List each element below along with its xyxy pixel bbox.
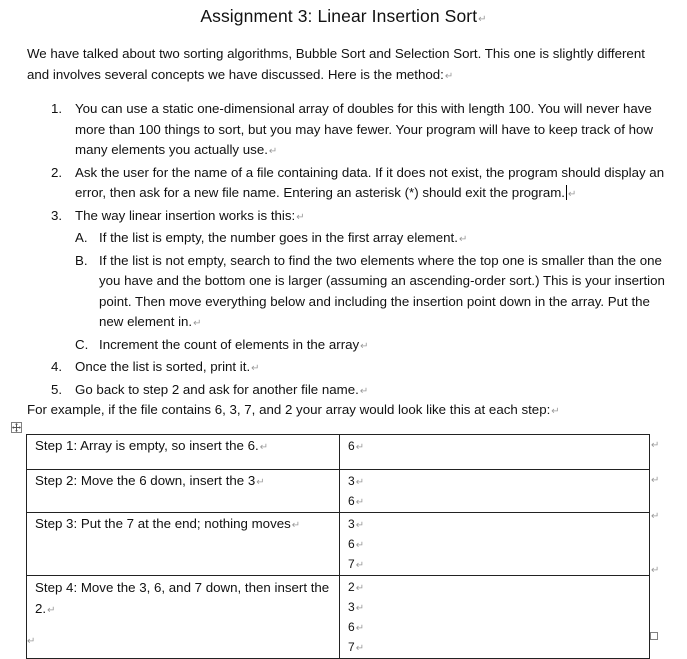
- list-item: 2. Ask the user for the name of a file containing data. If it does not exist, the program should display an error, then ask for a new file name. Entering an asterisk (*) should exit the program. ↵: [51, 164, 665, 200]
- steps-table[interactable]: [26, 434, 650, 659]
- table-row: [27, 576, 650, 659]
- array-value: 6↵: [348, 620, 365, 634]
- list-item: 5. Go back to step 2 and ask for another file name.↵: [51, 381, 369, 397]
- array-value: 7↵: [348, 640, 365, 654]
- paragraph-mark-icon: ↵: [259, 442, 269, 453]
- example-paragraph: For example, if the file contains 6, 3, 7, and 2 your array would look like this at each step:↵: [27, 402, 560, 417]
- paragraph-mark-icon: ↵: [268, 146, 278, 157]
- step-description-cell[interactable]: Step 2: Move the 6 down, insert the 3↵: [27, 470, 340, 513]
- table-row: [27, 513, 650, 576]
- paragraph-mark-icon: ↵: [458, 234, 468, 245]
- row-end-mark-icon: ↵: [651, 475, 660, 486]
- paragraph-mark-icon: ↵: [291, 520, 301, 531]
- row-end-mark-icon: ↵: [651, 440, 660, 451]
- text-cursor: [566, 185, 567, 200]
- array-value: 3↵: [348, 517, 365, 531]
- row-end-mark-icon: ↵: [651, 565, 660, 576]
- paragraph-mark-icon: ↵: [193, 318, 202, 329]
- paragraph-mark-icon: ↵: [359, 385, 369, 397]
- paragraph-mark-icon: ↵: [568, 189, 577, 200]
- step-description-cell[interactable]: Step 4: Move the 3, 6, and 7 down, then insert the 2.↵: [27, 576, 340, 659]
- table-row: [27, 435, 650, 470]
- array-value: 7↵: [348, 557, 365, 571]
- step-description-cell[interactable]: Step 1: Array is empty, so insert the 6.↵: [27, 435, 340, 470]
- array-value: 6↵: [348, 494, 365, 508]
- paragraph-mark-icon: ↵: [251, 363, 260, 374]
- intro-paragraph: We have talked about two sorting algorithms, Bubble Sort and Selection Sort. This one is slightly different and involves several concepts we have discussed. Here is the method:↵: [27, 46, 645, 82]
- paragraph-mark-icon: ↵: [47, 604, 56, 616]
- paragraph-mark-icon: ↵: [296, 211, 305, 223]
- array-values-cell[interactable]: [340, 513, 650, 576]
- paragraph-mark-icon: ↵: [256, 477, 265, 488]
- array-value: 3↵: [348, 474, 365, 488]
- step-description-cell[interactable]: Step 3: Put the 7 at the end; nothing moves↵: [27, 513, 340, 576]
- list-item: 1. You can use a static one-dimensional array of doubles for this with length 100. You will never have more than 100 things to sort, but you may have fewer. Your program will have to keep track of how many elements you actually use.↵: [51, 101, 653, 157]
- array-value: 3↵: [348, 600, 365, 614]
- row-end-mark-icon: ↵: [651, 511, 660, 522]
- array-value: 2↵: [348, 580, 365, 594]
- document-title: Assignment 3: Linear Insertion Sort↵: [200, 6, 487, 26]
- method-list: [27, 99, 667, 402]
- paragraph-mark-icon: ↵: [444, 70, 454, 82]
- array-value: 6↵: [348, 537, 365, 551]
- array-value: 6↵: [348, 439, 365, 453]
- list-subitem: B. If the list is not empty, search to find the two elements where the top one is smaller than the one you have and the bottom one is larger (assuming an ascending-order sort.) This is your insertion point. Then move everything below and including the insertion point down in the array. Put the new element in.↵: [75, 252, 665, 329]
- paragraph-mark-icon: ↵: [27, 636, 36, 647]
- array-values-cell[interactable]: [340, 576, 650, 659]
- paragraph-mark-icon: ↵: [478, 14, 487, 25]
- list-item: 3. The way linear insertion works is this:↵: [51, 207, 305, 223]
- table-row: [27, 470, 650, 513]
- list-subitem: A. If the list is empty, the number goes in the first array element.↵: [75, 230, 468, 245]
- paragraph-mark-icon: ↵: [551, 406, 560, 417]
- table-move-handle-icon[interactable]: [11, 422, 22, 433]
- table-resize-handle-icon[interactable]: [650, 632, 658, 640]
- paragraph-mark-icon: ↵: [360, 340, 369, 352]
- array-values-cell[interactable]: [340, 435, 650, 470]
- list-item: 4. Once the list is sorted, print it.↵: [51, 359, 260, 374]
- array-values-cell[interactable]: [340, 470, 650, 513]
- list-subitem: C. Increment the count of elements in the array↵: [75, 336, 369, 352]
